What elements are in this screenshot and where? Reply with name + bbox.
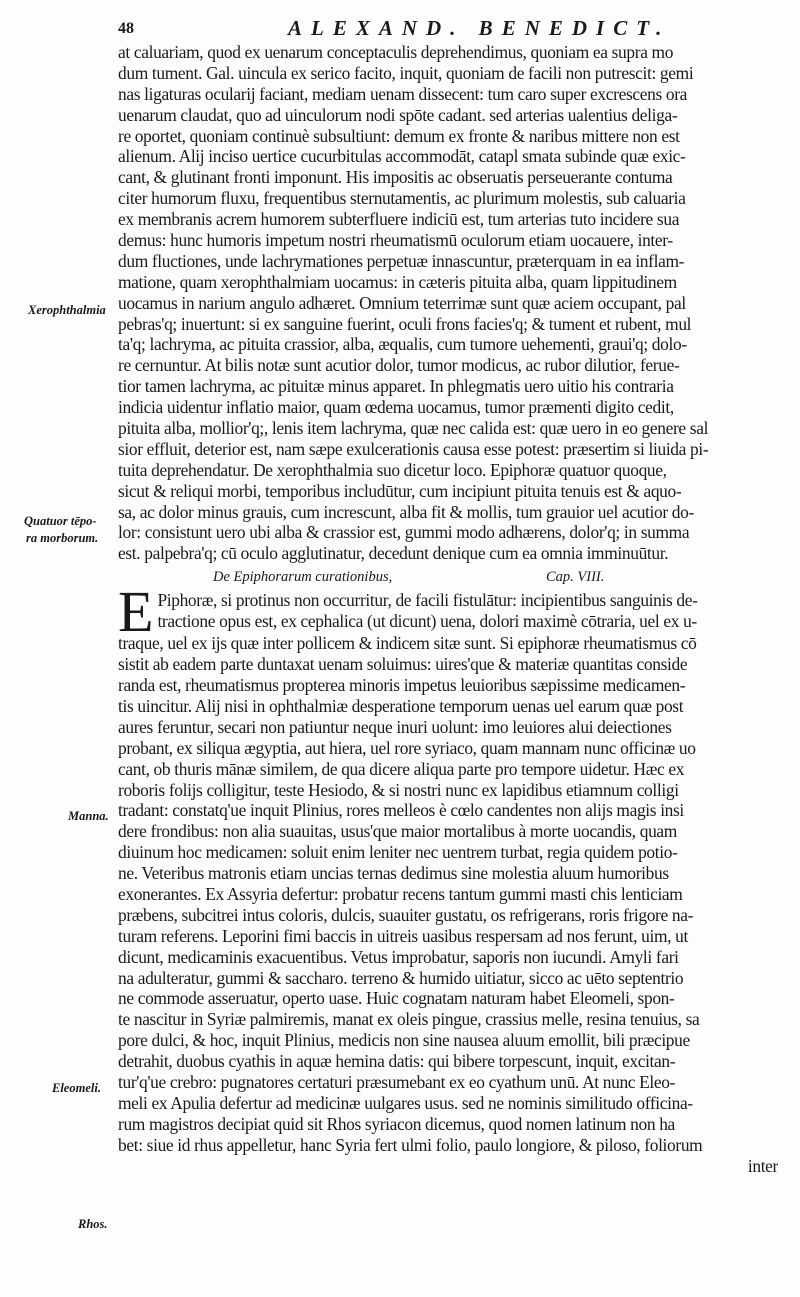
text-line: tur'q'ue crebro: pugnatores certaturi præsumebant ex eo cyathum unū. At nunc Eleo- [118,1071,676,1092]
margin-note-eleomeli: Eleomeli. [52,1081,101,1095]
text-line: probant, ex siliqua ægyptia, aut hiera, uel rore syriaco, quam mannam nunc officinæ uo [118,737,696,758]
text-line: at caluariam, quod ex uenarum conceptaculis deprehendimus, quoniam ea supra mo [118,42,674,62]
text-line: indicia uidentur inflatio maior, quam œdema uocamus, tumor præmenti digito cedit, [118,397,674,418]
text-line: ne. Veteribus matronis etiam uncias ternas dedimus sine molestia aluum humoribus [118,863,669,884]
margin-note-xerophthalmia: Xerophthalmia [28,303,106,317]
text-line: pituita alba, mollior'q;, lenis item lachryma, quæ nec calida est: quæ uero in eo genere sal [118,418,709,439]
margin-note-manna: Manna. [68,809,109,823]
text-line: præbens, subcitrei intus coloris, dulcis, suauiter gustatu, os refrigerans, roris frigore na- [118,904,694,925]
chapter-number: Cap. VIII. [546,569,605,586]
chapter-title: De Epiphorarum curationibus, [213,569,393,586]
text-line: alienum. Alij inciso uertice cucurbitulas accommodāt, catapl smata subinde quæ exic- [118,146,686,167]
text-line: sicut & reliqui morbi, temporibus includūtur, cum incipiunt pituita tenuis est & aquo- [118,480,682,501]
text-line: dere frondibus: non alia suauitas, usus'que maior mortalibus à morte uocandis, quam [118,821,677,842]
text-line: roboris folijs colligitur, teste Hesiodo, & si nostri nunc ex lapidibus etiamnum colligi [118,779,679,800]
text-line: re oportet, quoniam continuè subsultiunt: demum ex fronte & naribus mittere non est [118,125,680,146]
text-line: uocamus in narium angulo adhæret. Omnium teterrimæ sunt quæ aciem occupant, pal [118,292,686,313]
text-line: sistit ab eadem parte duntaxat uenam soluimus: uires'que & materiæ quantitas conside [118,654,688,675]
text-line: aures feruntur, secari non patiuntur neque inuri uolunt: imo leuiores alui deiectiones [118,716,672,737]
text-line: tuita deprehendatur. De xerophthalmia suo dicetur loco. Epiphoræ quatuor quoque, [118,459,667,480]
text-line: citer humorum fluxu, frequentibus sternutamentis, ac plurimum molestis, sub caluaria [118,188,686,209]
text-line: detrahit, duobus cyathis in aquæ hemina datis: qui bibere torpescunt, inquit, excitan- [118,1051,676,1072]
text-line: tis uincitur. Alij nisi in ophthalmiæ desperatione temporum uenas uel earum quæ post [118,695,684,716]
text-line: dum fluctiones, unde lachrymationes perpetuæ innascuntur, præterquam in ea inflam- [118,250,685,271]
text-line: tior tamen lachryma, ac pituitæ minus apparet. In phlegmatis uero uitio his contraria [118,376,674,397]
text-line: sior effluit, deterior est, nam sæpe exulcerationis causa esse potest: præsertim si liuida pi- [118,438,709,459]
chapter-heading [118,564,778,590]
text-line: ne commode asseruatur, operto uase. Huic cognatam naturam habet Eleomeli, spon- [118,988,675,1009]
text-line: turam referens. Leporini fimi baccis in uitreis uasibus respersam ad nos ferunt, uim, ut [118,925,688,946]
text-line: cant, ob thuris mānæ similem, de qua dicere aliqua parte pro tempore uidetur. Hæc ex [118,758,685,779]
catchword: inter [747,1155,778,1176]
text-line: ex membranis acrem humorem subterfluere indiciū est, tum arterias tuto incidere sua [118,209,680,230]
text-line: pebras'q; inuertunt: si ex sanguine fuerint, oculi frons facies'q; & tument et rubent, mul [118,313,692,334]
margin-note-quatuor-tempora-2: ra morborum. [26,531,99,545]
text-line: tractione opus est, ex cephalica (ut dicunt) uena, dolori maximè cōtraria, uel ex u- [157,611,697,632]
text-line: exonerantes. Ex Assyria defertur: probatur recens tantum gummi masti chis lenticiam [118,883,683,904]
text-line: Piphoræ, si protinus non occurritur, de facili fistulātur: incipientibus sanguinis de- [157,590,698,611]
text-line: meli ex Apulia defertur ad medicinæ uulgares usus. sed ne nominis similitudo officina- [118,1092,693,1113]
text-line: diuinum hoc medicamen: soluit enim leniter nec uentrem turbat, regia quidem potio- [118,842,678,863]
text-line: na adulteratur, gummi & saccharo. terreno & humido uitiatur, sicco ac uēto septentrio [118,967,684,988]
text-line: randa est, rheumatismus propterea minoris impetus leuioribus sæpissime medicamen- [118,675,686,696]
text-line: demus: hunc humoris impetum nostri rheumatismū oculorum etiam uocauere, inter- [118,230,673,251]
margin-note-rhos: Rhos. [78,1217,108,1231]
text-line: dicunt, medicaminis exacuentibus. Vetus improbatur, saporis non iucundi. Amyli fari [118,946,679,967]
text-line: tradant: constatq'ue inquit Plinius, rores melleos è cœlo candentes non alijs magis insi [118,800,684,821]
text-line: dum tument. Gal. uincula ex serico facito, inquit, quoniam de facili non putrescit: gemi [118,62,694,83]
text-line: bet: siue id rhus appelletur, hanc Syria fert ulmi folio, paulo longiore, & piloso, foliorum [118,1134,703,1155]
text-line: cant, & glutinant fronti imponunt. His impositis ac obseruatis perseuerante contuma [118,167,673,188]
text-line: ta'q; lachryma, ac pituita crassior, alba, æqualis, cum tumore uehementi, graui'q; dolo- [118,334,687,355]
main-text [118,42,778,1176]
text-line: lor: consistunt uero ubi alba & crassior est, gummi modo adhærens, dolor'q; in summa [118,522,690,543]
text-line: sa, ac dolor minus grauis, cum increscunt, alba fit & mollis, tum grauior uel acutior do- [118,501,694,522]
text-line: rum magistros decipiat quid sit Rhos syriacon dicemus, quod nomen latinum non ha [118,1113,675,1134]
drop-cap: E [118,579,154,645]
text-line: matione, quam xerophthalmiam uocamus: in cæteris pituita alba, quam lippitudinem [118,271,677,292]
page-header [118,16,778,42]
text-line: re cernuntur. At bilis notæ sunt acutior dolor, tumor modicus, ac rubor dilutior, ferue- [118,355,680,376]
text-line: nas ligaturas ocularij faciant, mediam uenam dissecent: tum caro super excrescens ora [118,83,688,104]
text-line: pore dulci, & hoc, inquit Plinius, medicis non sine nausea aluum emollit, bili præcipue [118,1030,690,1051]
text-line: te nascitur in Syriæ palmiremis, manat ex oleis pingue, crassius melle, resina tenuius, sa [118,1009,700,1030]
page-number: 48 [118,20,134,37]
margin-note-quatuor-tempora-1: Quatuor tēpo- [24,514,97,528]
paragraph-epiphora [118,579,778,1176]
text-line: est. palpebra'q; cū oculo agglutinatur, decedunt denique cum ea omnia imminuūtur. [118,543,669,564]
text-line: traque, uel ex ijs quæ inter pollicem & indicem sitæ sunt. Si epiphoræ rheumatismus cō [118,633,697,654]
text-line: uenarum claudat, quo ad uinculorum nodi spōte cadant. sed arterias ualentius deliga- [118,104,678,125]
running-head: ALEXAND. BENEDICT. [288,16,671,40]
